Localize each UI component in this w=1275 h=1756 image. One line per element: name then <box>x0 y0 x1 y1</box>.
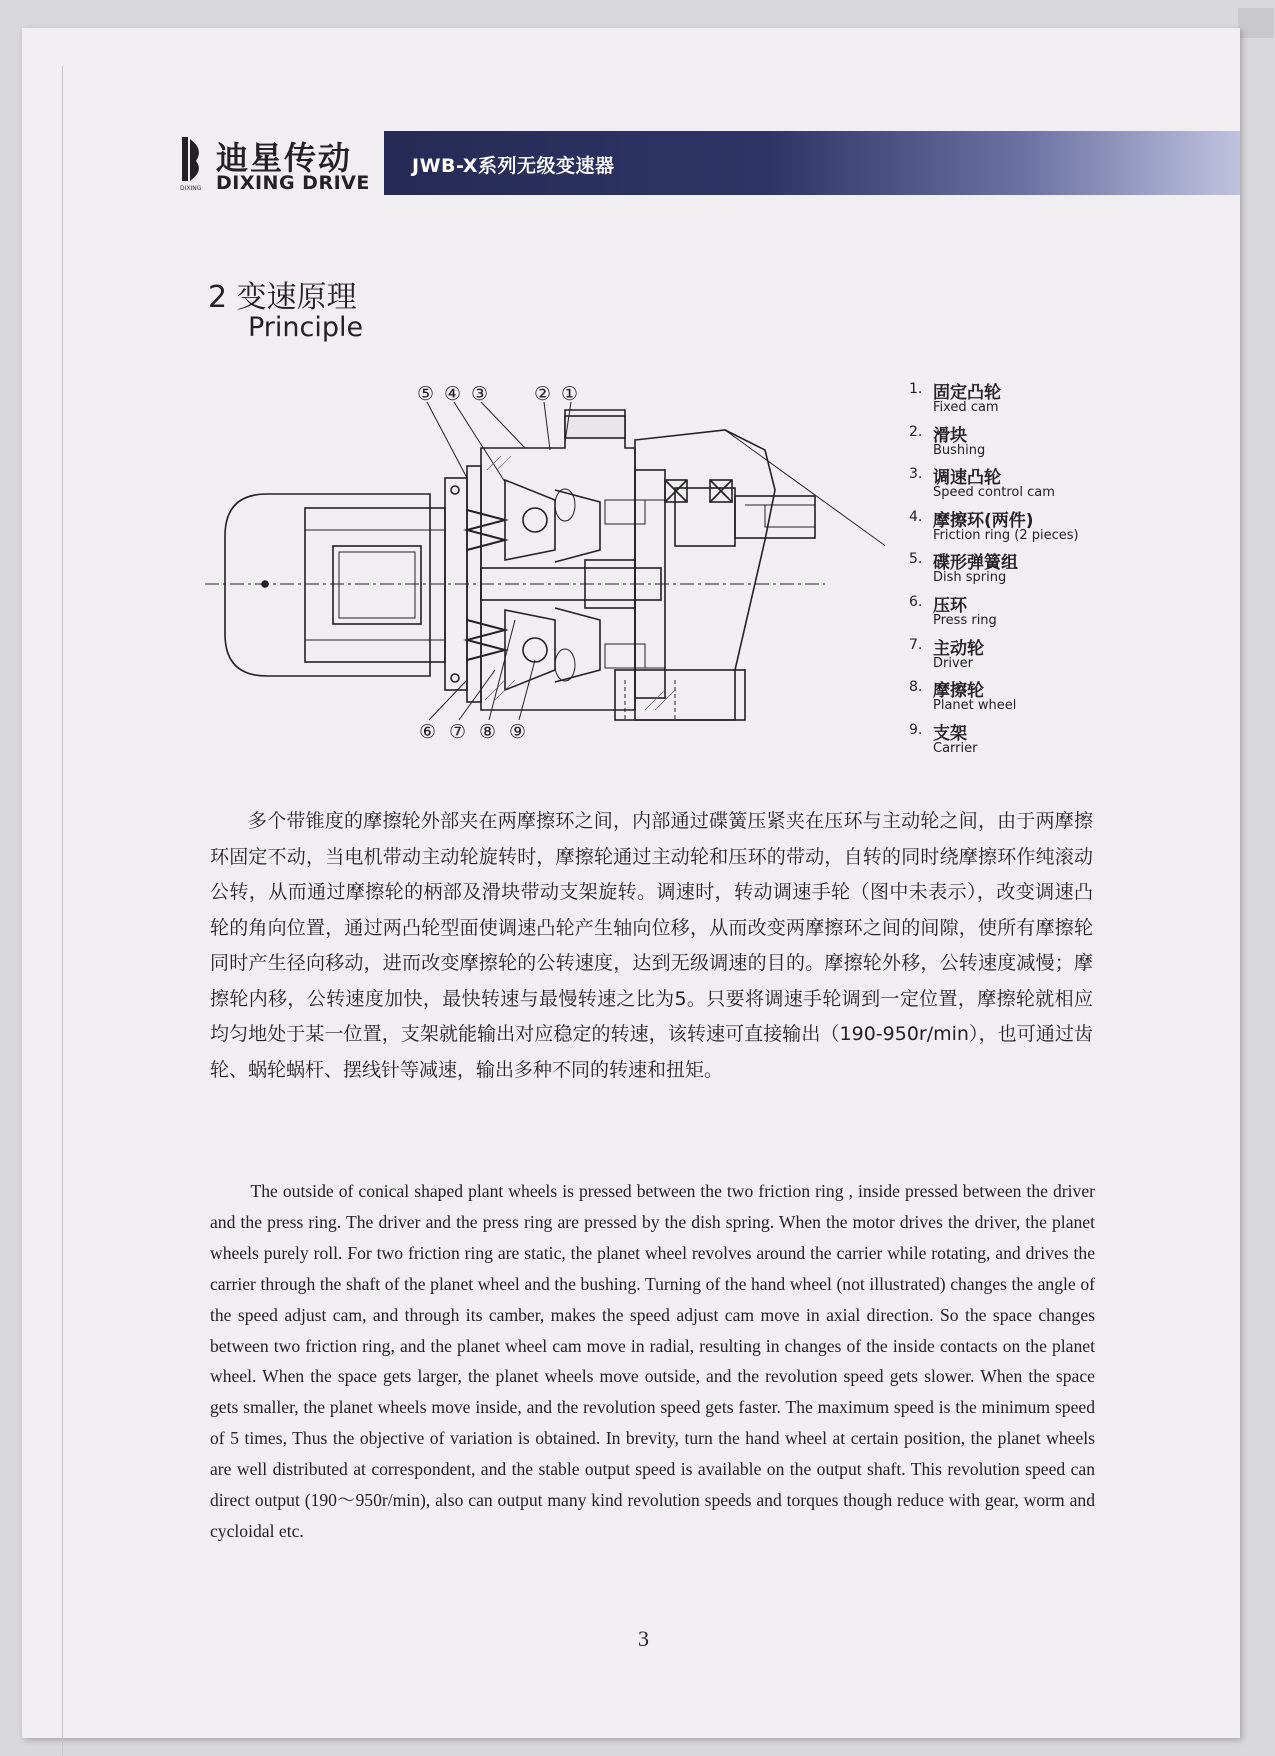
section-title-chinese: 2 变速原理 <box>208 280 357 315</box>
legend-name-en: Friction ring (2 pieces) <box>933 527 1079 543</box>
legend-item <box>905 591 1105 634</box>
legend-item <box>905 463 1105 506</box>
legend-item <box>905 506 1105 549</box>
legend-number: 6. <box>909 593 923 610</box>
legend-name-cn: 支架 <box>933 723 967 744</box>
legend-item <box>905 548 1105 591</box>
legend-name-en: Carrier <box>933 740 978 756</box>
callout-6: ⑥ <box>419 721 437 743</box>
legend-name-cn: 滑块 <box>933 425 967 446</box>
legend-name-en: Fixed cam <box>933 400 999 415</box>
parts-legend <box>905 378 1105 761</box>
legend-name-en: Dish spring <box>933 570 1007 586</box>
legend-name-cn: 摩擦环(两件) <box>933 510 1034 531</box>
legend-name-cn: 压环 <box>933 595 967 616</box>
callout-2: ② <box>534 383 552 405</box>
legend-item <box>905 421 1105 464</box>
callout-5: ⑤ <box>417 383 435 405</box>
legend-item <box>905 634 1105 677</box>
legend-item <box>905 676 1105 719</box>
callout-1: ① <box>561 383 579 405</box>
legend-number: 1. <box>909 381 923 397</box>
legend-name-cn: 摩擦轮 <box>933 681 984 702</box>
logo-mark-icon <box>180 135 204 185</box>
callout-3: ③ <box>471 383 489 405</box>
legend-name-cn: 碟形弹簧组 <box>933 553 1018 574</box>
callout-8: ⑧ <box>479 721 497 743</box>
legend-name-cn: 固定凸轮 <box>933 383 1001 403</box>
legend-name-en: Press ring <box>933 612 997 628</box>
company-logo <box>180 133 370 195</box>
legend-name-en: Bushing <box>933 442 986 458</box>
legend-name-cn: 调速凸轮 <box>933 468 1001 489</box>
corner-scan-artifact <box>1238 8 1274 38</box>
series-title: JWB-X系列无级变速器 <box>412 155 615 177</box>
section-title-english: Principle <box>248 312 364 343</box>
legend-name-en: Planet wheel <box>933 698 1017 714</box>
page-number: 3 <box>638 1626 649 1651</box>
legend-name-cn: 主动轮 <box>933 638 984 659</box>
legend-item <box>905 378 1105 421</box>
legend-item <box>905 719 1105 762</box>
legend-name-en: Driver <box>933 655 974 671</box>
legend-number: 7. <box>909 636 923 653</box>
legend-name-en: Speed control cam <box>933 485 1055 501</box>
legend-number: 9. <box>909 721 923 738</box>
callout-4: ④ <box>444 383 462 405</box>
logo-english-name: DIXING DRIVE <box>216 172 370 194</box>
logo-small-text: DIXING <box>180 185 202 192</box>
paragraph-chinese: 多个带锥度的摩擦轮外部夹在两摩擦环之间，内部通过碟簧压紧夹在压环与主动轮之间，由于两摩擦环固定不动，当电机带动主动轮旋转时，摩擦轮通过主动轮和压环的带动，自转的同时绕摩擦环作纯滚动公转，从而通过摩擦轮的柄部及滑块带动支架旋转。调速时，转动调速手轮（图中未表示），改变调速凸轮的角向位置，通过两凸轮型面使调速凸轮产生轴向位移，从而改变两摩擦环之间的间隙，使所有摩擦轮同时产生径向移动，进而改变摩擦轮的公转速度，达到无级调速的目的。摩擦轮外移，公转速度减慢；摩擦轮内移，公转速度加快，最快转速与最慢转速之比为5。只要将调速手轮调到一定位置，摩擦轮就相应均匀地处于某一位置，支架就能输出对应稳定的转速，该转速可直接输出（190-950r/min），也可通过齿轮、蜗轮蜗杆、摆线针等减速，输出多种不同的转速和扭矩。 <box>210 810 1093 1081</box>
legend-number: 5. <box>909 551 923 568</box>
legend-number: 8. <box>909 679 923 696</box>
legend-number: 4. <box>909 508 923 525</box>
logo-chinese-name: 迪星传动 <box>216 139 353 177</box>
cross-section-diagram <box>205 380 885 745</box>
paragraph-english: The outside of conical shaped plant wheels is pressed between the two friction ring , inside pressed between the driver and the press ring. The driver and the press ring are pressed by the dish spring. When the motor drives the driver, the planet wheels purely roll. For two friction ring are static, the planet wheel revolves around the carrier while rotating, and drives the carrier through the shaft of the planet wheel and the bushing. Turning of the hand wheel (not illustrated) changes the angle of the speed adjust cam, and through its camber, makes the speed adjust cam move in axial direction. So the space changes between two friction ring, and the planet wheel cam move in radial, resulting in changes of the inside contacts on the planet wheel. When the space gets larger, the planet wheels move outside, and the revolution speed gets slower. When the space gets smaller, the planet wheels move inside, and the revolution speed gets faster. The maximum speed is the minimum speed of 5 times, Thus the objective of variation is obtained. In brevity, turn the hand wheel at certain position, the planet wheels are well distributed at correspondent, and the stable output speed is available on the output shaft. This revolution speed can direct output (190～950r/min), also can output many kind revolution speeds and torques though reduce with gear, worm and cycloidal etc. <box>210 1181 1095 1541</box>
callout-7: ⑦ <box>449 721 467 743</box>
callout-9: ⑨ <box>509 721 527 743</box>
legend-number: 3. <box>909 466 923 483</box>
legend-number: 2. <box>909 423 923 440</box>
header-banner <box>384 131 1240 195</box>
